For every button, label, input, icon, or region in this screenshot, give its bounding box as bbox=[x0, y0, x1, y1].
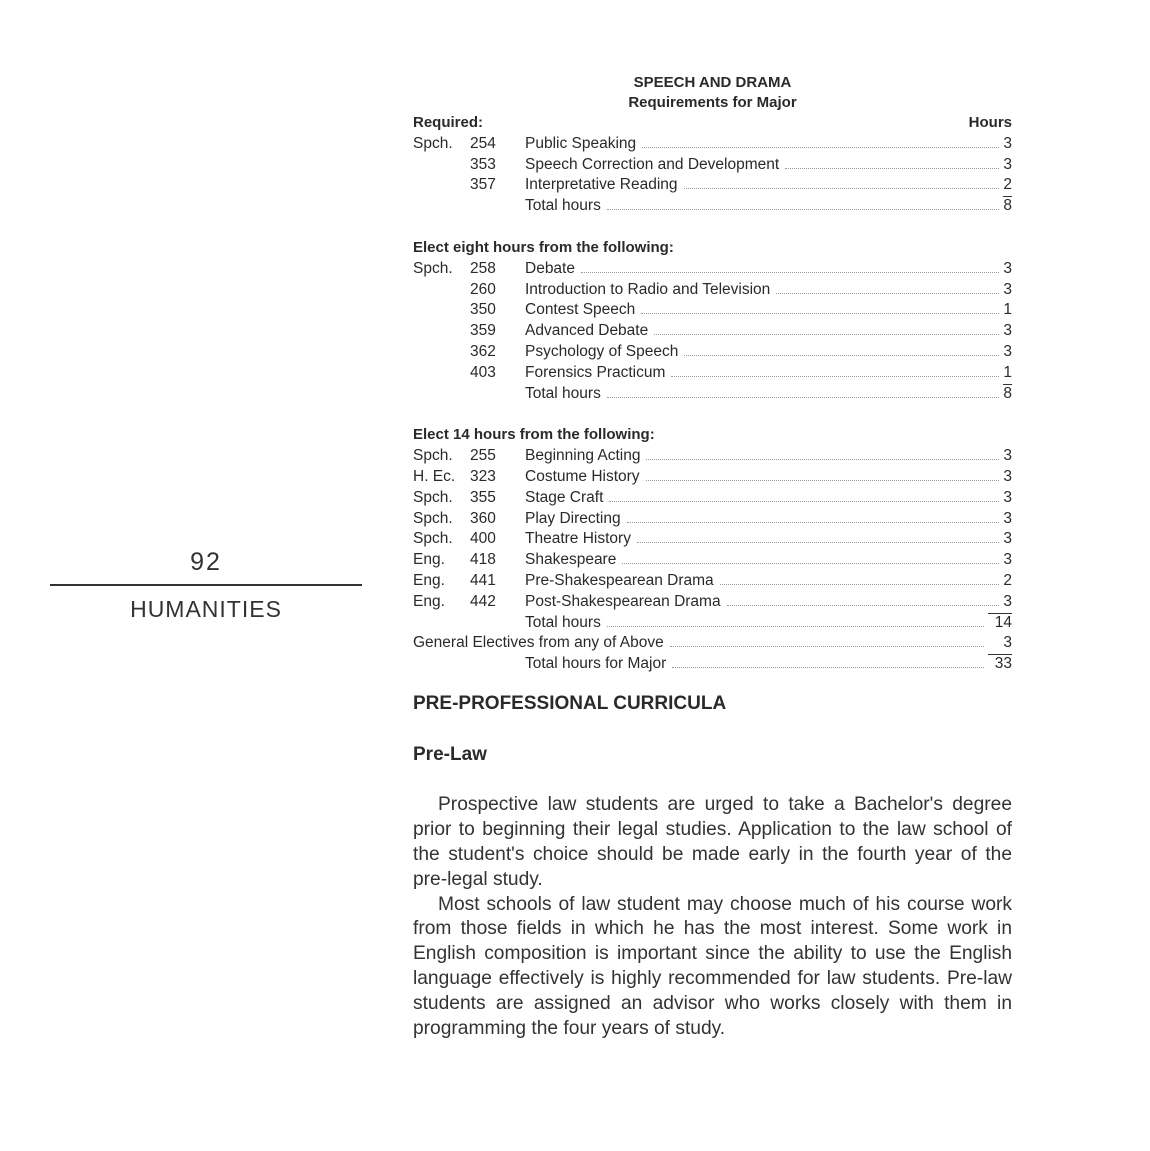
course-hours: 2 bbox=[1003, 175, 1012, 197]
general-electives-label: General Electives from any of Above bbox=[413, 634, 664, 652]
course-hours: 3 bbox=[1003, 530, 1012, 548]
general-electives-row bbox=[413, 633, 1012, 654]
course-title: Contest Speech bbox=[525, 301, 636, 319]
dot-leader bbox=[646, 446, 999, 460]
course-row bbox=[413, 592, 1012, 613]
course-department: Eng. bbox=[413, 571, 445, 589]
major-total-row bbox=[413, 654, 1012, 675]
course-hours: 3 bbox=[1003, 322, 1012, 340]
dot-leader bbox=[637, 529, 999, 543]
course-hours: 3 bbox=[1003, 447, 1012, 465]
course-hours: 3 bbox=[1003, 509, 1012, 527]
total-label: Total hours bbox=[525, 384, 601, 402]
dot-leader bbox=[607, 196, 999, 210]
elect-fourteen-total-row bbox=[413, 613, 1012, 634]
dot-leader bbox=[785, 155, 999, 169]
dot-leader bbox=[720, 571, 999, 585]
course-number: 362 bbox=[470, 342, 496, 360]
major-total-hours: 33 bbox=[994, 655, 1012, 673]
course-number: 360 bbox=[470, 509, 496, 527]
course-row bbox=[413, 155, 1012, 176]
subsection-heading: Pre-Law bbox=[413, 743, 487, 765]
dot-leader bbox=[646, 467, 999, 481]
paragraph: Most schools of law student may choose much of his course work from those fields in which he has the most interest. Some work in English composition is important since the ability to use the English language effectively is highly recommended for law students. Pre-law students are assigned an advisor who works closely with them in programming the four years of study. bbox=[413, 893, 1012, 1040]
course-hours: 3 bbox=[1003, 551, 1012, 569]
course-title: Costume History bbox=[525, 467, 640, 485]
course-hours: 3 bbox=[1003, 592, 1012, 614]
total-hours: 8 bbox=[1003, 384, 1012, 402]
elect-eight-label: Elect eight hours from the following: bbox=[413, 238, 674, 256]
paragraph: Prospective law students are urged to take a Bachelor's degree prior to beginning their legal studies. Application to the law school of the student's choice should be made early in the fourth year of the pre-legal study. bbox=[413, 793, 1012, 890]
section-name: HUMANITIES bbox=[130, 596, 282, 622]
page-title: SPEECH AND DRAMA bbox=[633, 74, 792, 91]
course-row bbox=[413, 488, 1012, 509]
course-title: Introduction to Radio and Television bbox=[525, 280, 771, 298]
course-row bbox=[413, 280, 1012, 301]
course-row bbox=[413, 175, 1012, 196]
course-title: Interpretative Reading bbox=[525, 176, 678, 194]
course-department: H. Ec. bbox=[413, 467, 456, 485]
general-electives-hours: 3 bbox=[988, 633, 1012, 655]
dot-leader bbox=[684, 342, 999, 356]
course-title: Psychology of Speech bbox=[525, 342, 679, 360]
page-number: 92 bbox=[190, 548, 222, 576]
course-number: 403 bbox=[470, 363, 496, 381]
dot-leader bbox=[776, 280, 999, 294]
dot-leader bbox=[670, 633, 984, 647]
course-department: Eng. bbox=[413, 592, 445, 610]
course-row bbox=[413, 321, 1012, 342]
dot-leader bbox=[654, 321, 999, 335]
course-row bbox=[413, 446, 1012, 467]
course-row bbox=[413, 529, 1012, 550]
margin-column bbox=[50, 545, 362, 624]
course-title: Post-Shakespearean Drama bbox=[525, 592, 721, 610]
course-hours: 2 bbox=[1003, 571, 1012, 589]
course-number: 323 bbox=[470, 467, 496, 485]
course-number: 357 bbox=[470, 176, 496, 194]
course-number: 400 bbox=[470, 530, 496, 548]
course-department: Spch. bbox=[413, 509, 453, 527]
course-row bbox=[413, 363, 1012, 384]
course-number: 350 bbox=[470, 301, 496, 319]
elect-eight-course-list bbox=[413, 259, 1012, 384]
course-number: 353 bbox=[470, 155, 496, 173]
course-hours: 3 bbox=[1003, 342, 1012, 360]
course-department: Eng. bbox=[413, 551, 445, 569]
page-subtitle: Requirements for Major bbox=[628, 94, 797, 111]
course-row bbox=[413, 467, 1012, 488]
hours-column-label: Hours bbox=[968, 114, 1012, 131]
course-number: 442 bbox=[470, 592, 496, 610]
course-hours: 3 bbox=[1003, 155, 1012, 173]
dot-leader bbox=[581, 259, 999, 273]
total-label: Total hours bbox=[525, 613, 601, 631]
course-number: 255 bbox=[470, 447, 496, 465]
dot-leader bbox=[727, 592, 999, 606]
course-row bbox=[413, 259, 1012, 280]
course-row bbox=[413, 134, 1012, 155]
course-title: Play Directing bbox=[525, 509, 621, 527]
dot-leader bbox=[607, 384, 999, 398]
main-content bbox=[413, 73, 1012, 1042]
required-course-list bbox=[413, 134, 1012, 196]
dot-leader bbox=[627, 509, 999, 523]
dot-leader bbox=[684, 175, 999, 189]
elect-fourteen-header bbox=[413, 425, 1012, 446]
course-department: Spch. bbox=[413, 530, 453, 548]
course-title: Shakespeare bbox=[525, 551, 617, 569]
course-title: Theatre History bbox=[525, 530, 631, 548]
margin-divider bbox=[50, 584, 362, 586]
required-header bbox=[413, 113, 1012, 134]
elect-fourteen-label: Elect 14 hours from the following: bbox=[413, 426, 655, 444]
course-title: Beginning Acting bbox=[525, 447, 641, 465]
dot-leader bbox=[622, 550, 999, 564]
course-row bbox=[413, 550, 1012, 571]
course-row bbox=[413, 342, 1012, 363]
course-row bbox=[413, 571, 1012, 592]
course-hours: 3 bbox=[1003, 280, 1012, 298]
section-heading: PRE-PROFESSIONAL CURRICULA bbox=[413, 692, 727, 714]
course-hours: 3 bbox=[1003, 467, 1012, 485]
course-number: 359 bbox=[470, 322, 496, 340]
course-department: Spch. bbox=[413, 134, 453, 152]
dot-leader bbox=[672, 654, 984, 668]
total-hours: 14 bbox=[988, 613, 1012, 632]
required-total-row bbox=[413, 196, 1012, 217]
course-title: Pre-Shakespearean Drama bbox=[525, 571, 714, 589]
elect-eight-total-row bbox=[413, 384, 1012, 405]
course-hours: 3 bbox=[1003, 134, 1012, 152]
course-title: Public Speaking bbox=[525, 134, 637, 152]
major-total-label: Total hours for Major bbox=[525, 655, 667, 673]
course-department: Spch. bbox=[413, 447, 453, 465]
course-department: Spch. bbox=[413, 259, 453, 277]
course-number: 260 bbox=[470, 280, 496, 298]
course-number: 258 bbox=[470, 259, 496, 277]
course-number: 254 bbox=[470, 134, 496, 152]
course-title: Stage Craft bbox=[525, 488, 604, 506]
elect-fourteen-course-list bbox=[413, 446, 1012, 612]
course-number: 418 bbox=[470, 551, 496, 569]
course-number: 355 bbox=[470, 488, 496, 506]
course-title: Debate bbox=[525, 259, 575, 277]
course-hours: 3 bbox=[1003, 488, 1012, 506]
course-title: Forensics Practicum bbox=[525, 363, 666, 381]
dot-leader bbox=[607, 613, 984, 627]
total-hours: 8 bbox=[1003, 197, 1012, 215]
course-row bbox=[413, 509, 1012, 530]
course-row bbox=[413, 300, 1012, 321]
dot-leader bbox=[641, 300, 999, 314]
total-label: Total hours bbox=[525, 197, 601, 215]
elect-eight-header bbox=[413, 238, 1012, 259]
required-label: Required: bbox=[413, 114, 484, 131]
course-title: Speech Correction and Development bbox=[525, 155, 780, 173]
dot-leader bbox=[642, 134, 999, 148]
course-number: 441 bbox=[470, 571, 496, 589]
dot-leader bbox=[671, 363, 999, 377]
course-hours: 3 bbox=[1003, 259, 1012, 277]
course-title: Advanced Debate bbox=[525, 322, 649, 340]
course-hours: 1 bbox=[1003, 363, 1012, 385]
course-hours: 1 bbox=[1003, 301, 1012, 319]
course-department: Spch. bbox=[413, 488, 453, 506]
dot-leader bbox=[609, 488, 999, 502]
